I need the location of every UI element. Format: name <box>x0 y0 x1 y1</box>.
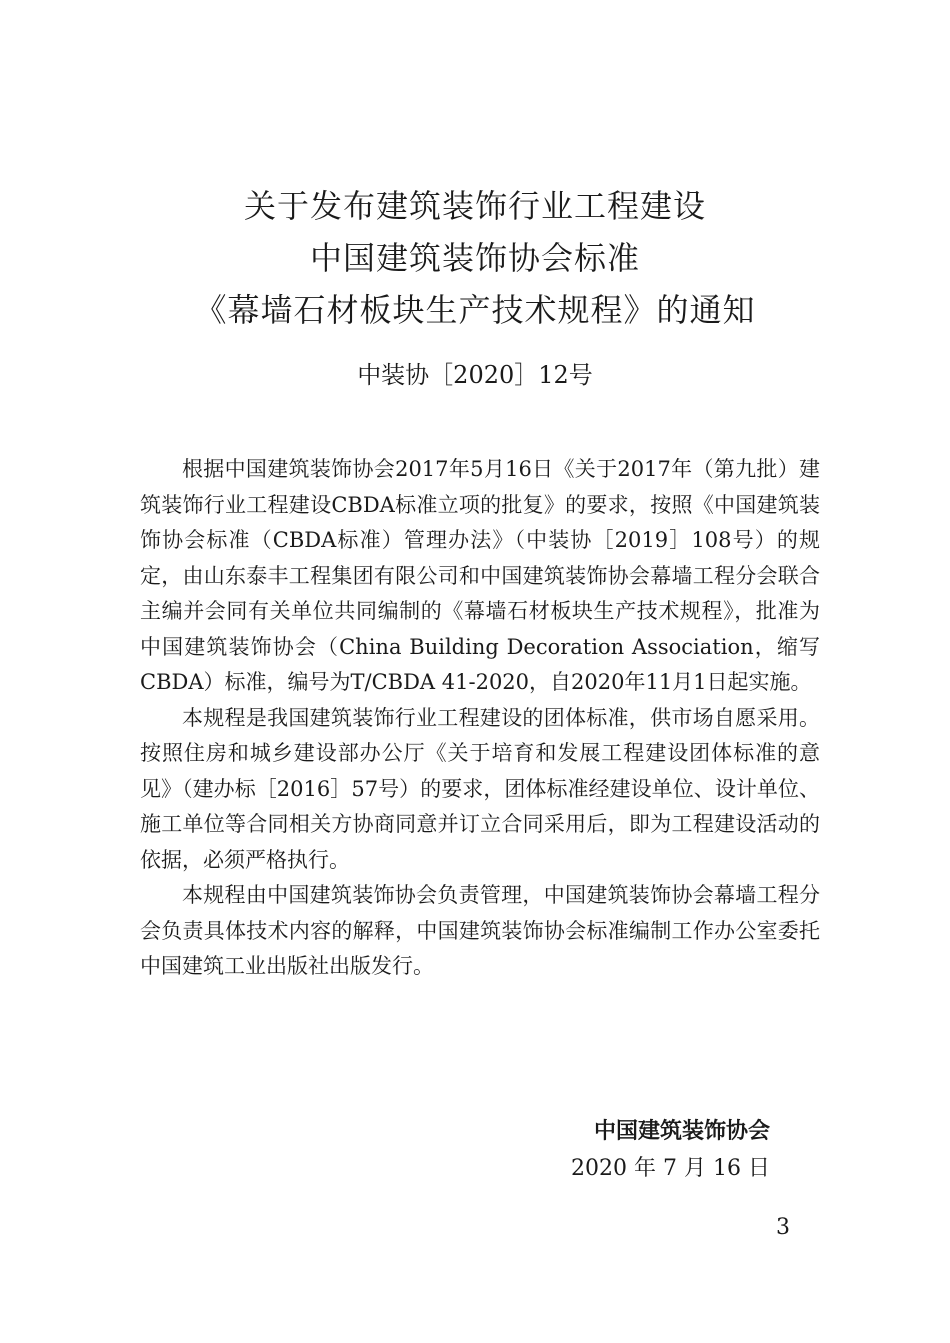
title-line-1: 关于发布建筑装饰行业工程建设 <box>243 187 706 225</box>
title-line-3: 《幕墙石材板块生产技术规程》的通知 <box>194 291 756 329</box>
notice-title <box>0 180 950 336</box>
signature-block <box>520 1112 770 1188</box>
document-number: 中装协［2020］12号 <box>357 361 593 389</box>
paragraph-approval: 根据中国建筑装饰协会2017年5月16日《关于2017年（第九批）建筑装饰行业工程建设CBDA标准立项的批复》的要求，按照《中国建筑装饰协会标准（CBDA标准）管理办法》（中装协［2019］108号）的规定，由山东泰丰工程集团有限公司和中国建筑装饰协会幕墙工程分会联合主编并会同有关单位共同编制的《幕墙石材板块生产技术规程》，批准为中国建筑装饰协会（China Building Decoration Association，缩写CBDA）标准，编号为T/CBDA 41-2020，自2020年11月1日起实施。 <box>140 457 820 694</box>
signature-organization: 中国建筑装饰协会 <box>593 1118 770 1144</box>
paragraph-management: 本规程由中国建筑装饰协会负责管理，中国建筑装饰协会幕墙工程分会负责具体技术内容的解释，中国建筑装饰协会标准编制工作办公室委托中国建筑工业出版社出版发行。 <box>140 883 820 978</box>
signature-date: 2020 年 7 月 16 日 <box>571 1156 770 1181</box>
title-line-2: 中国建筑装饰协会标准 <box>309 239 640 277</box>
notice-body <box>140 452 820 985</box>
page-number: 3 <box>776 1215 790 1240</box>
paragraph-adoption: 本规程是我国建筑装饰行业工程建设的团体标准，供市场自愿采用。按照住房和城乡建设部办公厅《关于培育和发展工程建设团体标准的意见》（建办标［2016］57号）的要求，团体标准经建设单位、设计单位、施工单位等合同相关方协商同意并订立合同采用后，即为工程建设活动的依据，必须严格执行。 <box>140 705 820 872</box>
